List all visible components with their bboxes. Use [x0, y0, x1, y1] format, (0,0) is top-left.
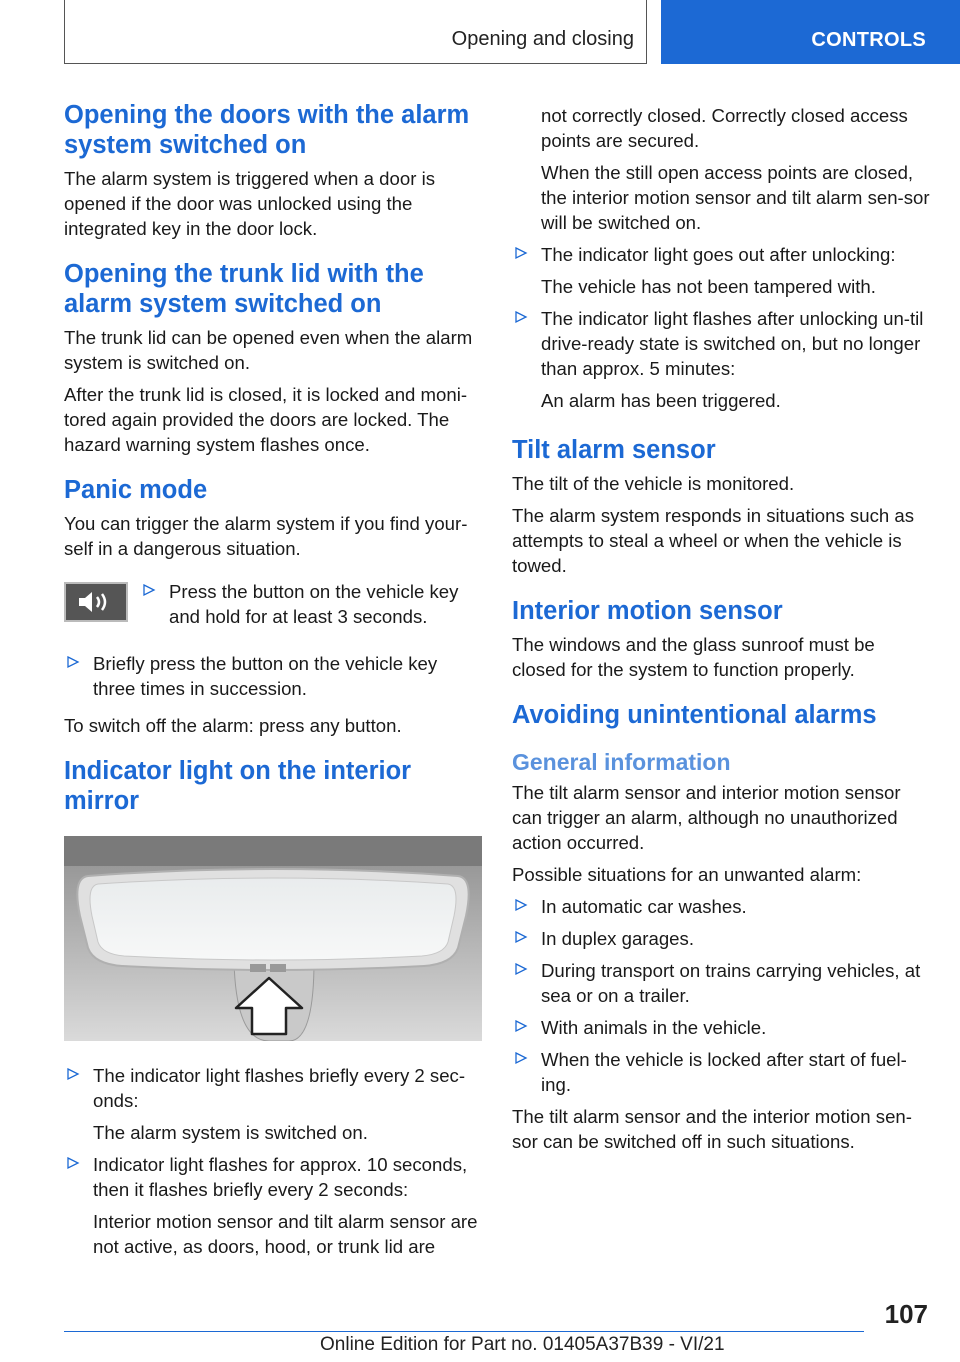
speaker-sound-icon: [64, 582, 128, 622]
header-frame: [64, 0, 647, 64]
triangle-right-outline-icon: [514, 310, 528, 324]
section-tilt-alarm: [512, 435, 930, 578]
interior-mirror-illustration: [64, 836, 482, 1041]
paragraph: After the trunk lid is closed, it is locked and moni‐tored again provided the doors are locked. The hazard warning system flashes once.: [64, 384, 468, 455]
heading-indicator-light: Indicator light on the interior mirror: [64, 757, 412, 815]
list-item-text: In duplex garages.: [541, 928, 694, 949]
list-item: [512, 306, 930, 413]
list-item: [512, 242, 930, 299]
triangle-right-outline-icon: [142, 583, 156, 597]
left-column: [64, 100, 482, 1266]
paragraph: The tilt alarm sensor and the interior motion sen‐sor can be switched off in such situations.: [512, 1106, 912, 1152]
triangle-right-outline-icon: [514, 962, 528, 976]
heading-motion-sensor: Interior motion sensor: [512, 597, 783, 625]
section-avoid-alarms: [512, 700, 930, 1154]
footer-divider: [64, 1331, 864, 1332]
triangle-right-outline-icon: [66, 1067, 80, 1081]
list-item-text: With animals in the vehicle.: [541, 1017, 767, 1038]
triangle-right-outline-icon: [514, 246, 528, 260]
paragraph: The alarm system responds in situations such as attempts to steal a wheel or when the vehicle is towed.: [512, 505, 915, 576]
list-item-text: In automatic car washes.: [541, 896, 747, 917]
heading-doors-alarm: Opening the doors with the alarm system switched on: [64, 101, 470, 159]
paragraph: The tilt alarm sensor and interior motion sensor can trigger an alarm, although no unauthorized action occurred.: [512, 782, 901, 853]
list-item-subtext: Interior motion sensor and tilt alarm sensor are not active, as doors, hood, or trunk lid are: [93, 1211, 478, 1257]
triangle-right-outline-icon: [514, 930, 528, 944]
heading-panic-mode: Panic mode: [64, 476, 208, 504]
list-item: [64, 651, 482, 701]
list-item-text: During transport on trains carrying vehicles, at sea or on a trailer.: [541, 960, 921, 1006]
paragraph: not correctly closed. Correctly closed access points are secured.: [541, 105, 908, 151]
list-item: [512, 894, 930, 919]
list-item: [64, 1152, 482, 1259]
section-trunk-alarm: [64, 259, 482, 457]
triangle-right-outline-icon: [514, 1051, 528, 1065]
paragraph: The trunk lid can be opened even when the alarm system is switched on.: [64, 327, 473, 373]
paragraph: The windows and the glass sunroof must be closed for the system to function properly.: [512, 634, 875, 680]
list-item-text: The indicator light flashes after unlocking un‐til drive-ready state is switched on, but no longer than approx. 5 minutes:: [541, 308, 924, 379]
list-item-subtext: An alarm has been triggered.: [541, 390, 781, 411]
paragraph: The alarm system is triggered when a door is opened if the door was unlocked using the integrated key in the door lock.: [64, 168, 435, 239]
list-item: [140, 579, 482, 636]
section-motion-sensor: [512, 596, 930, 682]
list-item: [512, 926, 930, 951]
triangle-right-outline-icon: [514, 898, 528, 912]
section-panic-mode: [64, 475, 482, 738]
list-item-text: Indicator light flashes for approx. 10 seconds, then it flashes briefly every 2 seconds:: [93, 1154, 468, 1200]
chapter-tab: [661, 0, 960, 64]
paragraph: You can trigger the alarm system if you find your‐self in a dangerous situation.: [64, 513, 468, 559]
list-item-continuation: [512, 103, 930, 235]
subheading-general-info: General information: [512, 749, 731, 775]
edition-note: Online Edition for Part no. 01405A37B39 - VI/21: [320, 1334, 725, 1355]
page-number: 107: [884, 1299, 928, 1329]
right-column: [512, 103, 930, 1161]
list-item: [512, 1047, 930, 1097]
list-item-subtext: The vehicle has not been tampered with.: [541, 276, 876, 297]
triangle-right-outline-icon: [66, 655, 80, 669]
chapter-tab-label: CONTROLS: [811, 29, 926, 51]
list-item: [64, 1063, 482, 1145]
panic-key-row: [64, 579, 482, 643]
heading-tilt-alarm: Tilt alarm sensor: [512, 436, 716, 464]
triangle-right-outline-icon: [514, 1019, 528, 1033]
section-indicator-light: [64, 756, 482, 1259]
section-title: Opening and closing: [451, 28, 634, 50]
list-item-text: The indicator light goes out after unlocking:: [541, 244, 896, 265]
list-item-subtext: The alarm system is switched on.: [93, 1122, 368, 1143]
heading-trunk-alarm: Opening the trunk lid with the alarm system switched on: [64, 260, 424, 318]
list-item-text: The indicator light flashes briefly every 2 sec‐onds:: [93, 1065, 466, 1111]
section-doors-alarm: [64, 100, 482, 241]
list-item: [512, 958, 930, 1008]
paragraph: The tilt of the vehicle is monitored.: [512, 473, 795, 494]
list-item-text: Briefly press the button on the vehicle key three times in succession.: [93, 653, 438, 699]
list-item: [512, 1015, 930, 1040]
paragraph: Possible situations for an unwanted alarm:: [512, 864, 862, 885]
heading-avoid-alarms: Avoiding unintentional alarms: [512, 701, 877, 729]
paragraph: When the still open access points are closed, the interior motion sensor and tilt alarm sen‐sor will be switched on.: [541, 162, 930, 233]
paragraph: To switch off the alarm: press any button.: [64, 715, 402, 736]
triangle-right-outline-icon: [66, 1156, 80, 1170]
list-item-text: When the vehicle is locked after start of fuel‐ing.: [541, 1049, 907, 1095]
list-item-text: Press the button on the vehicle key and hold for at least 3 seconds.: [169, 581, 459, 627]
